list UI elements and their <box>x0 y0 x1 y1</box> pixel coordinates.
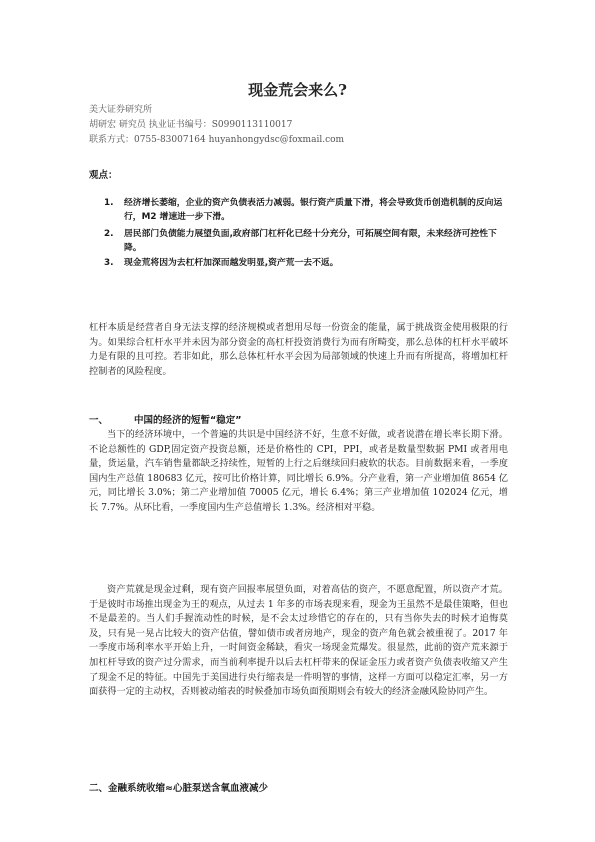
section-title: 中国的经济的短暂“稳定” <box>134 415 242 426</box>
viewpoint-item <box>104 256 504 270</box>
viewpoint-number: 3. <box>104 258 114 268</box>
section-heading-1 <box>89 412 242 426</box>
asset-shortage-paragraph: 资产荒就是现金过剩，现有资产回报率展望负面，对着高估的资产，不愿意配置，所以资产才荒。于是彼时市场推出现金为王的观点，从过去 1 年多的市场表现来看，现金为王虽然不是最佳策略，但也不是最差的。当人们手握流动性的时候，是不会太过珍惜它的存在的，只有当你失去的时候才追悔莫及，只有晃一晃占比较大的资产估值，譬如债市或者房地产，现金的资产角色就会被重视了。2017 年一季度市场利率水平开始上升，一时间资金稀缺，看灾一场现金荒爆发。很显然，此前的资产荒来源于加杠杆导致的资产过分需求，而当前利率提升以后去杠杆带来的保证金压力或者资产负债表收缩又产生了现金不足的特征。中国先于美国进行央行缩表是一件明智的事情，这样一方面可以稳定汇率，另一方面获得一定的主动权，否则被动缩表的时候叠加市场负面预期则会有较大的经济金融风险协同产生。 <box>89 584 508 698</box>
viewpoint-item <box>104 227 504 255</box>
viewpoint-text: 居民部门负债能力展望负面,政府部门杠杆化已经十分充分，可拓展空间有限，未来经济可控性下降。 <box>124 229 497 253</box>
viewpoint-item <box>104 196 504 224</box>
intro-paragraph: 杠杆本质是经营者自身无法支撑的经济规模或者想用尽每一份资金的能量，属于挑战资金使用极限的行为。如果综合杠杆水平并未因为部分资金的高杠杆投资消费行为而有所畸变，那么总体的杠杆水平破坏力是有限的且可控。若非如此，那么总体杠杆水平会因为局部领域的快速上升而有所提高，将增加杠杆控制者的风险程度。 <box>89 322 508 377</box>
document-title: 现金荒会来么? <box>248 81 347 99</box>
viewpoint-number: 1. <box>104 198 114 208</box>
economy-paragraph: 当下的经济环境中，一个普遍的共识是中国经济不好，生意不好做，或者说潜在增长率长期下滑。不论总额性的 GDP,固定资产投资总额，还是价格性的 CPI，PPI，或者是数量型数据 PMI 或者用电量，货运量，汽车销售量都缺乏持续性，短暂的上行之后继续回归疲软的状态。目前数据来看，一季度国内生产总值 180683 亿元，按可比价格计算，同比增长 6.9%。分产业看，第一产业增加值 8654 亿元，同比增长 3.0%；第二产业增加值 70005 亿元，增长 6.4%；第三产业增加值 102024 亿元，增长 7.7%。从环比看，一季度国内生产总值增长 1.3%。经济相对平稳。 <box>89 429 508 513</box>
institution-line: 美大证券研究所 <box>89 105 153 115</box>
author-line: 胡研宏 研究员 执业证书编号：S0990113110017 <box>89 120 293 130</box>
viewpoints-list <box>104 196 504 271</box>
viewpoint-text: 经济增长萎缩，企业的资产负债表活力减弱。银行资产质量下滑，将会导致货币创造机制的反向运行，M2 增速进一步下滑。 <box>124 198 503 222</box>
section-number: 一、 <box>89 415 109 426</box>
viewpoint-text: 现金荒将因为去杠杆加深而越发明显,资产荒一去不返。 <box>124 258 339 268</box>
viewpoint-number: 2. <box>104 229 114 239</box>
section-heading-2: 二、金融系统收缩≈心脏泵送含氧血液减少 <box>89 783 268 794</box>
viewpoints-label: 观点： <box>89 170 118 181</box>
contact-line: 联系方式：0755-83007164 huyanhongydsc@foxmail.com <box>89 135 345 145</box>
